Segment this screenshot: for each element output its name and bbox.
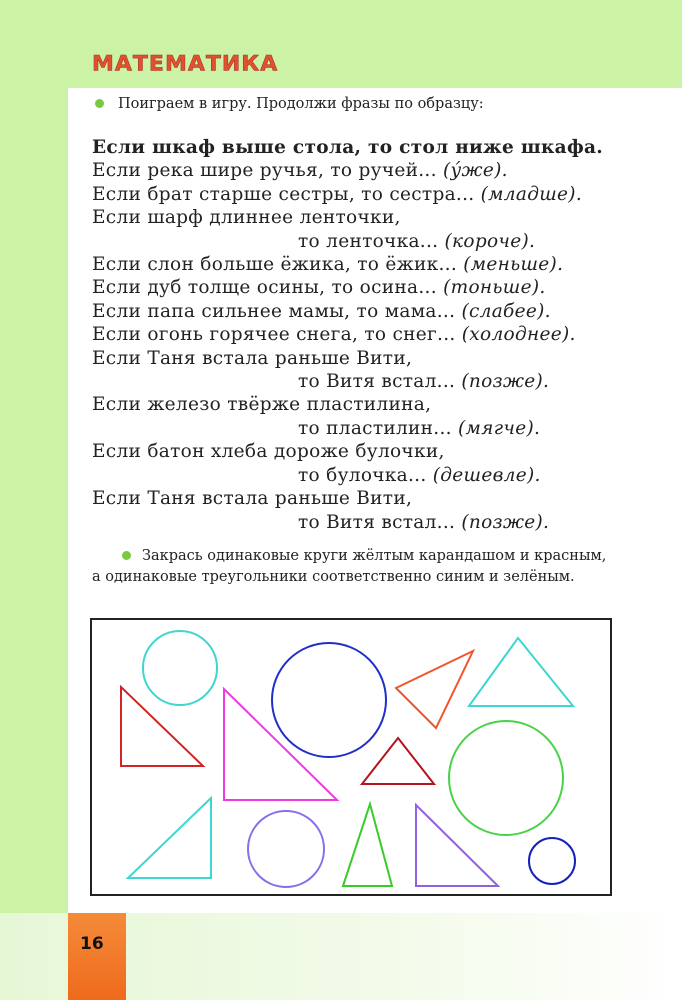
sentence-text: Если батон хлеба дороже булочки, [92, 441, 445, 463]
triangle-magenta[interactable] [224, 689, 337, 800]
sentence-line [92, 440, 632, 463]
sentence-line [92, 370, 632, 393]
triangle-dark-red[interactable] [362, 738, 434, 784]
triangle-turquoise[interactable] [469, 638, 573, 706]
sentence-answer: (дешевле). [432, 464, 541, 486]
sentence-line [92, 230, 632, 253]
sentence-line [92, 136, 632, 159]
circle-navy-small[interactable] [529, 838, 575, 884]
circle-green-large[interactable] [449, 721, 563, 835]
triangle-red[interactable] [121, 687, 203, 766]
sentence-text: Если дуб толще осины, то осина... [92, 277, 444, 299]
sentence-line [92, 323, 632, 346]
sentence-text: то ленточка... [298, 230, 445, 252]
sentence-line [92, 487, 632, 510]
sentence-line [92, 183, 632, 206]
section-title: МАТЕМАТИКА [92, 52, 279, 77]
sentence-line [92, 417, 632, 440]
page-number-tab [68, 913, 126, 1000]
shapes-frame [90, 618, 612, 896]
sentence-line [92, 300, 632, 323]
sentence-text: Если Таня встала раньше Вити, [92, 488, 413, 510]
left-margin-strip [0, 88, 68, 913]
task2-instruction-line1: Закрась одинаковые круги жёлтым карандашом и красным, [142, 548, 607, 564]
sentence-text: Если шкаф выше стола, то стол ниже шкафа. [92, 137, 603, 158]
bullet-icon [122, 551, 131, 560]
exercise-sentences [92, 136, 632, 534]
sentence-answer: (младше). [480, 183, 583, 205]
sentence-answer: (позже). [461, 371, 550, 393]
bullet-icon [95, 99, 104, 108]
sentence-answer: (короче). [444, 230, 536, 252]
sentence-text: то Витя встал... [298, 511, 462, 533]
sentence-text: Если брат старше сестры, то сестра... [92, 183, 481, 205]
sentence-text: Если огонь горячее снега, то снег... [92, 324, 462, 346]
shapes-canvas [92, 620, 610, 894]
circle-lavender[interactable] [248, 811, 324, 887]
sentence-line [92, 464, 632, 487]
sentence-text: Если шарф длиннее ленточки, [92, 207, 401, 229]
sentence-line [92, 276, 632, 299]
sentence-answer: (позже). [461, 511, 550, 533]
sentence-text: то пластилин... [298, 417, 459, 439]
circle-blue-large[interactable] [272, 643, 386, 757]
sentence-line [92, 347, 632, 370]
sentence-answer: (холоднее). [461, 324, 576, 346]
sentence-text: Если папа сильнее мамы, то мама... [92, 300, 462, 322]
sentence-answer: (у́же). [442, 160, 508, 182]
sentence-answer: (слабее). [461, 300, 551, 322]
sentence-text: Если река шире ручья, то ручей... [92, 160, 443, 182]
task2-instruction-line2: а одинаковые треугольники соответственно синим и зелёным. [92, 569, 575, 585]
triangle-turquoise-small[interactable] [128, 798, 211, 878]
sentence-text: Если железо твёрже пластилина, [92, 394, 432, 416]
sentence-answer: (мягче). [458, 417, 541, 439]
triangle-violet[interactable] [416, 805, 498, 886]
task1-instruction: Поиграем в игру. Продолжи фразы по образцу: [118, 96, 484, 112]
sentence-answer: (меньше). [463, 254, 564, 276]
sentence-line [92, 511, 632, 534]
sentence-text: Если слон больше ёжика, то ёжик... [92, 254, 464, 276]
sentence-text: то Витя встал... [298, 371, 462, 393]
triangle-orange[interactable] [396, 651, 473, 728]
sentence-text: то булочка... [298, 464, 433, 486]
sentence-line [92, 253, 632, 276]
sentence-line [92, 206, 632, 229]
sentence-answer: (тоньше). [443, 277, 546, 299]
circle-turquoise[interactable] [143, 631, 217, 705]
sentence-line [92, 393, 632, 416]
page-number: 16 [80, 934, 104, 954]
sentence-text: Если Таня встала раньше Вити, [92, 347, 413, 369]
sentence-line [92, 159, 632, 182]
triangle-lime[interactable] [343, 804, 392, 886]
